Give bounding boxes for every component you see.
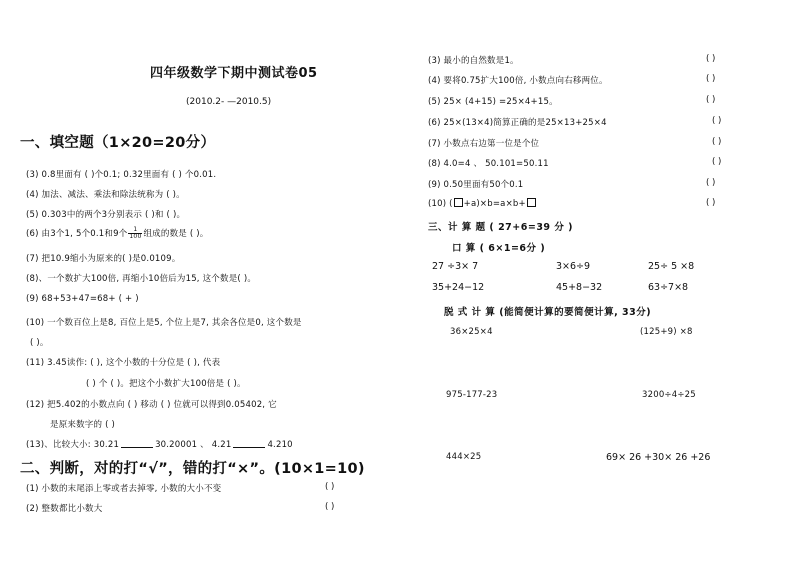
section3-heading: 三、计 算 题 ( 27+6=39 分 ) xyxy=(428,222,573,233)
oral-item: 35+24−12 xyxy=(432,282,485,293)
judge-q3: (3) 最小的自然数是1。 xyxy=(428,56,519,66)
oral-item: 25÷ 5 ×8 xyxy=(648,261,695,272)
answer-paren: ( ) xyxy=(706,54,716,64)
judge-q5: (5) 25× (4+15) =25×4+15。 xyxy=(428,97,558,107)
blank-line xyxy=(233,438,265,448)
fill-q13-mid: 30.20001 、 4.21 xyxy=(155,440,232,450)
fill-q4: (4) 加法、减法、乘法和除法统称为 ( )。 xyxy=(26,190,185,200)
fill-q8: (8)、一个数扩大100倍, 再缩小10倍后为15, 这个数是( )。 xyxy=(26,274,257,284)
judge-q1: (1) 小数的末尾添上零或者去掉零, 小数的大小不变 xyxy=(26,484,222,494)
judge-q8: (8) 4.0=4 、 50.101=50.11 xyxy=(428,159,549,169)
fill-q5: (5) 0.303中的两个3分别表示 ( )和 ( )。 xyxy=(26,210,186,220)
written-item: 975-177-23 xyxy=(446,390,498,400)
fraction xyxy=(128,227,142,240)
oral-item: 63÷7×8 xyxy=(648,282,689,293)
fill-q11-line2: ( ) 个 ( )。把这个小数扩大100倍是 ( )。 xyxy=(86,379,246,389)
fill-q7: (7) 把10.9缩小为原来的( )是0.0109。 xyxy=(26,254,181,264)
fill-q6-before: (6) 由3个1, 5个0.1和9个 xyxy=(26,229,128,239)
written-item: (125+9) ×8 xyxy=(640,327,693,337)
judge-q9: (9) 0.50里面有50个0.1 xyxy=(428,180,524,190)
answer-paren: ( ) xyxy=(712,116,722,126)
fill-q10-line2: ( )。 xyxy=(30,338,49,348)
fill-q6-after: 组成的数是 ( )。 xyxy=(143,229,209,239)
oral-item: 27 ÷3× 7 xyxy=(432,261,479,272)
date-range: (2010.2- —2010.5) xyxy=(186,97,272,107)
fill-q9: (9) 68+53+47=68+ ( + ) xyxy=(26,294,139,304)
judge-q10 xyxy=(428,198,537,209)
written-item: 3200÷4÷25 xyxy=(642,390,696,400)
section1-heading: 一、填空题（1×20=20分） xyxy=(20,135,216,151)
fill-q10-line1: (10) 一个数百位上是8, 百位上是5, 个位上是7, 其余各位是0, 这个数是 xyxy=(26,318,302,328)
answer-paren: ( ) xyxy=(706,178,716,188)
blank-line xyxy=(121,438,153,448)
fill-q13-end: 4.210 xyxy=(267,440,293,450)
answer-paren: ( ) xyxy=(325,502,335,512)
fill-q13 xyxy=(26,438,293,450)
written-item: 69× 26 +30× 26 +26 xyxy=(606,452,711,463)
fill-q12-line2: 是原来数字的 ( ) xyxy=(50,420,116,430)
answer-paren: ( ) xyxy=(712,157,722,167)
fill-q13-prefix: (13)、比较大小: 30.21 xyxy=(26,440,120,450)
judge-q7: (7) 小数点右边第一位是个位 xyxy=(428,139,540,149)
empty-box-icon xyxy=(527,198,536,207)
oral-item: 3×6÷9 xyxy=(556,261,591,272)
section2-heading: 二、判断，对的打“√”，错的打“×”。(10×1=10) xyxy=(20,461,365,477)
empty-box-icon xyxy=(454,198,463,207)
judge-q10-before: (10) ( xyxy=(428,199,453,209)
answer-paren: ( ) xyxy=(706,198,716,208)
fraction-numerator: 1 xyxy=(128,227,142,234)
answer-paren: ( ) xyxy=(325,482,335,492)
written-item: 444×25 xyxy=(446,452,482,462)
answer-paren: ( ) xyxy=(712,137,722,147)
judge-q2: (2) 整数都比小数大 xyxy=(26,504,103,514)
fill-q11-line1: (11) 3.45读作: ( ), 这个小数的十分位是 ( ), 代表 xyxy=(26,358,221,368)
page-title: 四年级数学下期中测试卷05 xyxy=(150,66,318,81)
fill-q6 xyxy=(26,227,209,240)
fill-q12-line1: (12) 把5.402的小数点向 ( ) 移动 ( ) 位就可以得到0.05402, 它 xyxy=(26,400,277,410)
written-item: 36×25×4 xyxy=(450,327,493,337)
judge-q4: (4) 要将0.75扩大100倍, 小数点向右移两位。 xyxy=(428,76,608,86)
answer-paren: ( ) xyxy=(706,95,716,105)
judge-q6: (6) 25×(13×4)简算正确的是25×13+25×4 xyxy=(428,118,607,128)
written-heading: 脱 式 计 算 (能简便计算的要简便计算, 33分) xyxy=(444,307,652,318)
fraction-denominator: 100 xyxy=(129,233,142,240)
oral-item: 45+8−32 xyxy=(556,282,603,293)
answer-paren: ( ) xyxy=(706,74,716,84)
judge-q10-mid: +a)×b=a×b+ xyxy=(463,199,526,209)
fill-q3: (3) 0.8里面有 ( )个0.1; 0.32里面有 ( ) 个0.01. xyxy=(26,170,217,180)
oral-heading: 口 算 ( 6×1=6分 ) xyxy=(452,243,546,254)
